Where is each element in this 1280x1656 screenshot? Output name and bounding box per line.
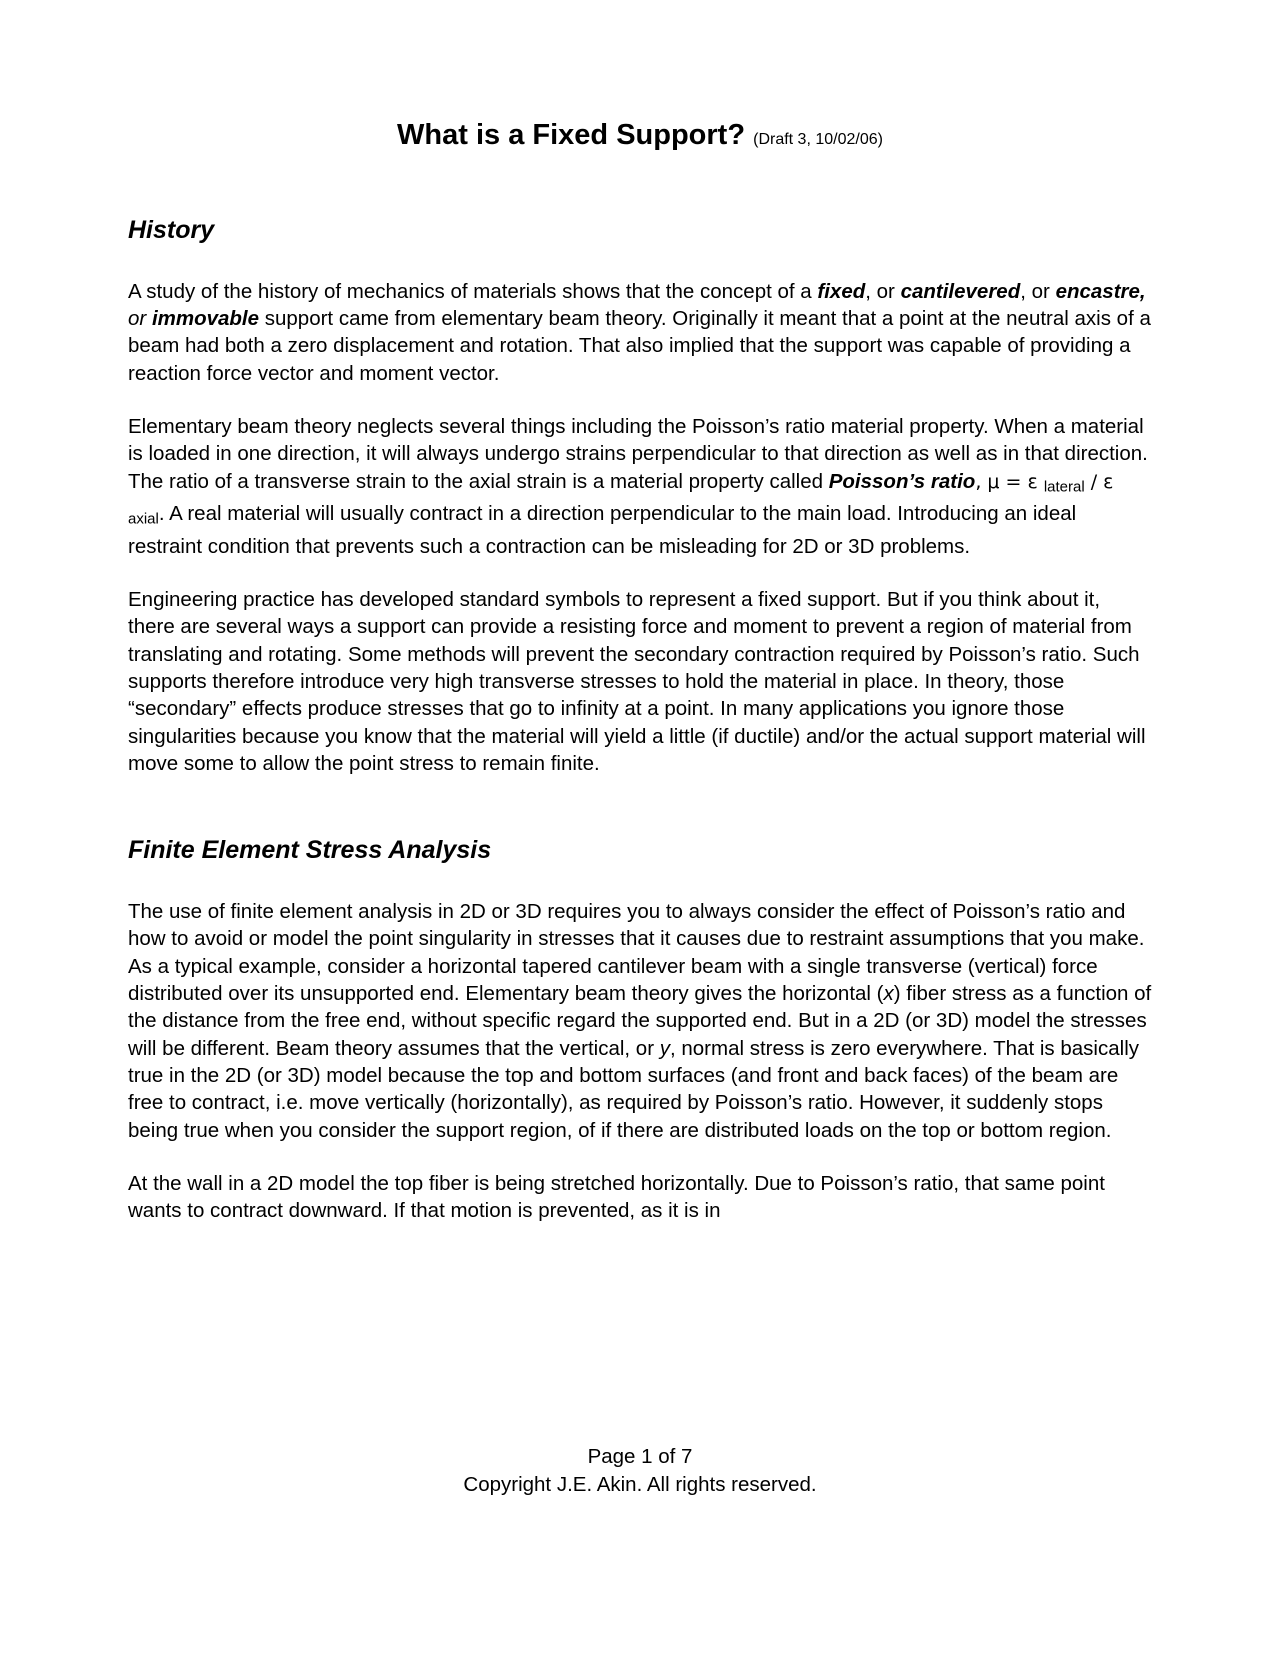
- run-symbol: , μ = ε: [975, 470, 1044, 493]
- run-text: A study of the history of mechanics of materials shows that the concept of a: [128, 279, 818, 303]
- run-emphasis: immovable: [151, 307, 260, 331]
- run-symbol: / ε: [1084, 470, 1114, 493]
- run-text: . A real material will usually contract in a direction perpendicular to the main load. Introducing an ideal restraint condition that prevents such a contraction can be misleading for 2D or 3D problems.: [128, 502, 1077, 558]
- page-title: [128, 118, 1152, 153]
- page-number: Page 1 of 7: [587, 1445, 693, 1468]
- run-emphasis: Poisson’s ratio: [828, 469, 976, 493]
- run-italic: or: [128, 307, 152, 331]
- page-title-text: What is a Fixed Support?: [397, 119, 746, 151]
- paragraph-fea-1: [128, 898, 1152, 1144]
- run-subscript: lateral: [1043, 477, 1085, 495]
- run-text: The use of finite element analysis in 2D or 3D requires you to always consider the effect of Poisson’s ratio and how to avoid or model the point singularity in stresses that it causes due to restraint assumptions that you make. As a typical example, consider a horizontal tapered cantilever beam with a single transverse (vertical) force distributed over its unsupported end. Elementary beam theory gives the horizontal (: [128, 900, 1145, 1006]
- paragraph-history-3: [128, 586, 1152, 777]
- paragraph-history-1: [128, 278, 1152, 387]
- section-heading-history: History: [128, 215, 215, 244]
- run-subscript: axial: [128, 510, 159, 528]
- run-emphasis: encastre,: [1055, 279, 1146, 303]
- run-text: support came from elementary beam theory. Originally it meant that a point at the neutral axis of a beam had both a zero displacement and rotation. That also implied that the support was capable of providing a reaction force vector and moment vector.: [128, 307, 1151, 385]
- run-variable-x: x: [883, 982, 894, 1006]
- paragraph-fea-2: [128, 1170, 1152, 1225]
- run-variable-y: y: [659, 1036, 670, 1060]
- run-text: , or: [1020, 279, 1056, 303]
- run-text: At the wall in a 2D model the top fiber is being stretched horizontally. Due to Poisson’s ratio, that same point wants to contract downward. If that motion is prevented, as it is in: [128, 1171, 1105, 1223]
- run-emphasis: fixed: [817, 279, 866, 303]
- run-text: , or: [865, 279, 901, 303]
- section-heading-finite-element-stress-analysis: Finite Element Stress Analysis: [128, 836, 492, 865]
- page-footer: [0, 1443, 1280, 1498]
- paragraph-history-2: [128, 413, 1152, 560]
- copyright-notice: Copyright J.E. Akin. All rights reserved.: [463, 1472, 817, 1496]
- run-text: ) fiber stress as a function of the distance from the free end, without specific regard the supported end. But in a 2D (or 3D) model the stresses will be different. Beam theory assumes that the vertical, or: [128, 982, 1152, 1060]
- run-text: Engineering practice has developed standard symbols to represent a fixed support. But if you think about it, there are several ways a support can provide a resisting force and moment to prevent a region of material from translating and rotating. Some methods will prevent the secondary contraction required by Poisson’s ratio. Such supports therefore introduce very high transverse stresses to hold the material in place. In theory, those “secondary” effects produce stresses that go to infinity at a point. In many applications you ignore those singularities because you know that the material will yield a little (if ductile) and/or the actual support material will move some to allow the point stress to remain finite.: [128, 588, 1146, 775]
- page-title-draft-note: (Draft 3, 10/02/06): [753, 131, 883, 148]
- run-text: Elementary beam theory neglects several things including the Poisson’s ratio material property. When a material is loaded in one direction, it will always undergo strains perpendicular to that direction as well as in that direction. The ratio of a transverse strain to the axial strain is a material property called: [128, 414, 1148, 493]
- run-text: , normal stress is zero everywhere. That is basically true in the 2D (or 3D) model because the top and bottom surfaces (and front and back faces) of the beam are free to contract, i.e. move vertically (horizontally), as required by Poisson’s ratio. However, it suddenly stops being true when you consider the support region, of if there are distributed loads on the top or bottom region.: [128, 1036, 1139, 1142]
- run-emphasis: cantilevered: [900, 279, 1021, 303]
